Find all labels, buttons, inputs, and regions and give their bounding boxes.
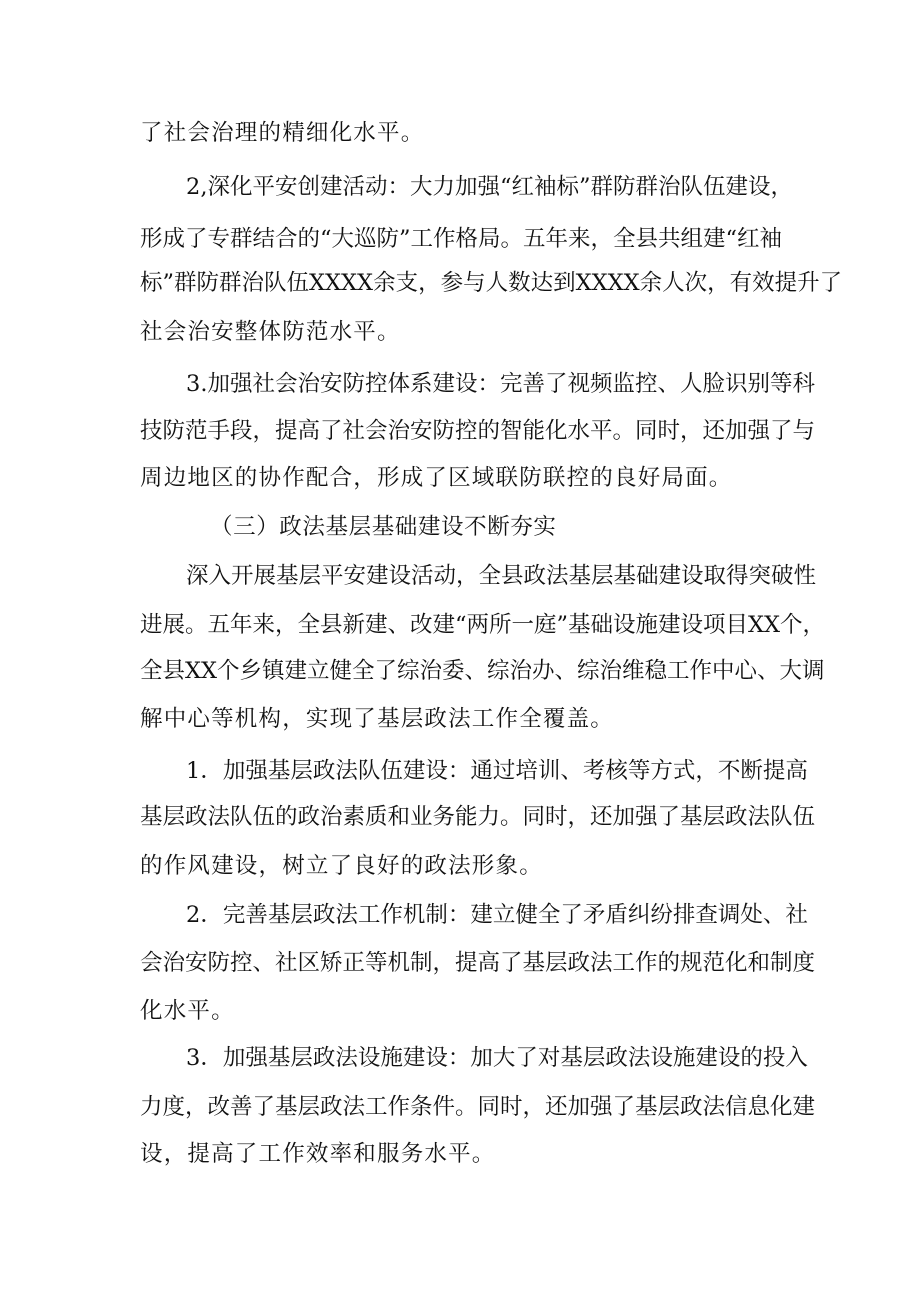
text-line: 标”群防群治队伍XXXX余支，参与人数达到XXXX余人次，有效提升了 — [140, 270, 843, 296]
text-line: 进展。五年来，全县新建、改建“两所一庭”基础设施建设项目XX个， — [140, 612, 826, 638]
text-line: 形成了专群结合的“大巡防”工作格局。五年来，全县共组建“红袖 — [140, 226, 783, 252]
text-line: 3．加强基层政法设施建设：加大了对基层政法设施建设的投入 — [186, 1045, 808, 1071]
text-line: 全县XX个乡镇建立健全了综治委、综治办、综治维稳工作中心、大调 — [140, 658, 825, 684]
text-line: 技防范手段，提高了社会治安防控的智能化水平。同时，还加强了与 — [140, 418, 816, 444]
text-line: 设，提高了工作效率和服务水平。 — [140, 1141, 496, 1167]
text-line: 2．完善基层政法工作机制：建立健全了矛盾纠纷排查调处、社 — [186, 902, 808, 928]
text-line: 了社会治理的精细化水平。 — [140, 120, 425, 146]
section-heading: （三）政法基层基础建设不断夯实 — [210, 514, 557, 540]
text-line: 周边地区的协作配合，形成了区域联防联控的良好局面。 — [140, 465, 733, 491]
text-line: 3.加强社会治安防控体系建设：完善了视频监控、人脸识别等科 — [186, 371, 815, 397]
text-line: 深入开展基层平安建设活动，全县政法基层基础建设取得突破性 — [186, 563, 817, 589]
text-line: 会治安防控、社区矫正等机制，提高了基层政法工作的规范化和制度 — [140, 950, 816, 976]
text-line: 2,深化平安创建活动：大力加强“红袖标”群防群治队伍建设， — [186, 174, 793, 200]
text-line: 的作风建设，树立了良好的政法形象。 — [140, 853, 543, 879]
text-line: 1．加强基层政法队伍建设：通过培训、考核等方式，不断提高 — [186, 758, 808, 784]
text-line: 基层政法队伍的政治素质和业务能力。同时，还加强了基层政法队伍 — [140, 804, 816, 830]
text-line: 解中心等机构，实现了基层政法工作全覆盖。 — [140, 706, 615, 732]
text-line: 化水平。 — [140, 998, 235, 1024]
text-line: 力度，改善了基层政法工作条件。同时，还加强了基层政法信息化建 — [140, 1094, 816, 1120]
text-line: 社会治安整体防范水平。 — [140, 319, 401, 345]
